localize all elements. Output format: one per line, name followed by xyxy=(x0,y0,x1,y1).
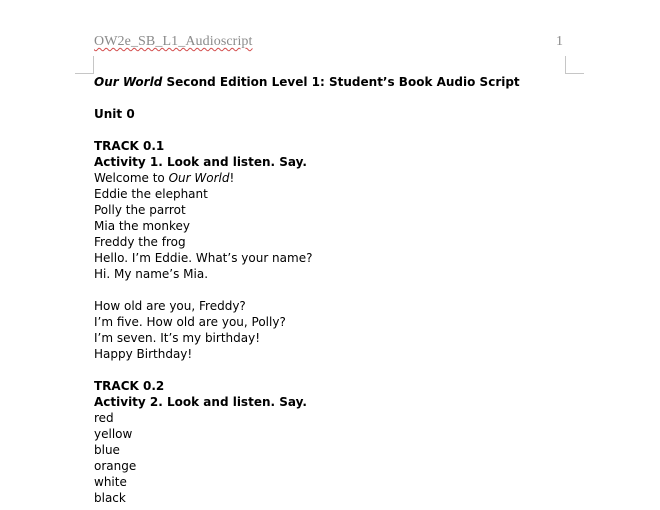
document-title xyxy=(94,74,520,90)
spacer xyxy=(94,90,520,106)
crop-mark-left-vertical xyxy=(93,56,94,74)
script-line: blue xyxy=(94,443,120,457)
document-title-italic: Our World xyxy=(94,75,163,89)
spacer xyxy=(94,362,520,378)
script-line: I’m seven. It’s my birthday! xyxy=(94,331,261,345)
script-line: yellow xyxy=(94,427,133,441)
script-line: Polly the parrot xyxy=(94,203,186,217)
script-line: Happy Birthday! xyxy=(94,347,193,361)
welcome-italic: Our World xyxy=(168,171,230,185)
script-line: Hello. I’m Eddie. What’s your name? xyxy=(94,251,313,265)
crop-mark-right-vertical xyxy=(565,56,566,74)
track-heading: TRACK 0.2 xyxy=(94,379,165,393)
document-body xyxy=(94,74,520,506)
activity-heading: Activity 2. Look and listen. Say. xyxy=(94,395,307,409)
script-line: Freddy the frog xyxy=(94,235,186,249)
page-number: 1 xyxy=(556,34,563,49)
header-file-name xyxy=(94,34,253,50)
crop-mark-left-horizontal xyxy=(75,73,94,74)
script-line: white xyxy=(94,475,127,489)
welcome-suffix: ! xyxy=(229,171,235,185)
track-heading: TRACK 0.1 xyxy=(94,139,165,153)
crop-mark-right-horizontal xyxy=(565,73,584,74)
spacer xyxy=(94,122,520,138)
script-line: black xyxy=(94,491,126,505)
script-line: orange xyxy=(94,459,137,473)
script-line: I’m five. How old are you, Polly? xyxy=(94,315,286,329)
script-line: Hi. My name’s Mia. xyxy=(94,267,209,281)
welcome-prefix: Welcome to xyxy=(94,171,169,185)
script-line: red xyxy=(94,411,114,425)
document-title-rest: Second Edition Level 1: Student’s Book Audio Script xyxy=(162,75,520,89)
script-line: Mia the monkey xyxy=(94,219,191,233)
script-line-welcome xyxy=(94,170,520,186)
header-file-name-text: OW2e_SB_L1_Audioscript xyxy=(94,34,253,49)
script-line: How old are you, Freddy? xyxy=(94,299,246,313)
activity-heading: Activity 1. Look and listen. Say. xyxy=(94,155,307,169)
unit-heading: Unit 0 xyxy=(94,107,135,121)
spacer xyxy=(94,282,520,298)
script-line: Eddie the elephant xyxy=(94,187,208,201)
